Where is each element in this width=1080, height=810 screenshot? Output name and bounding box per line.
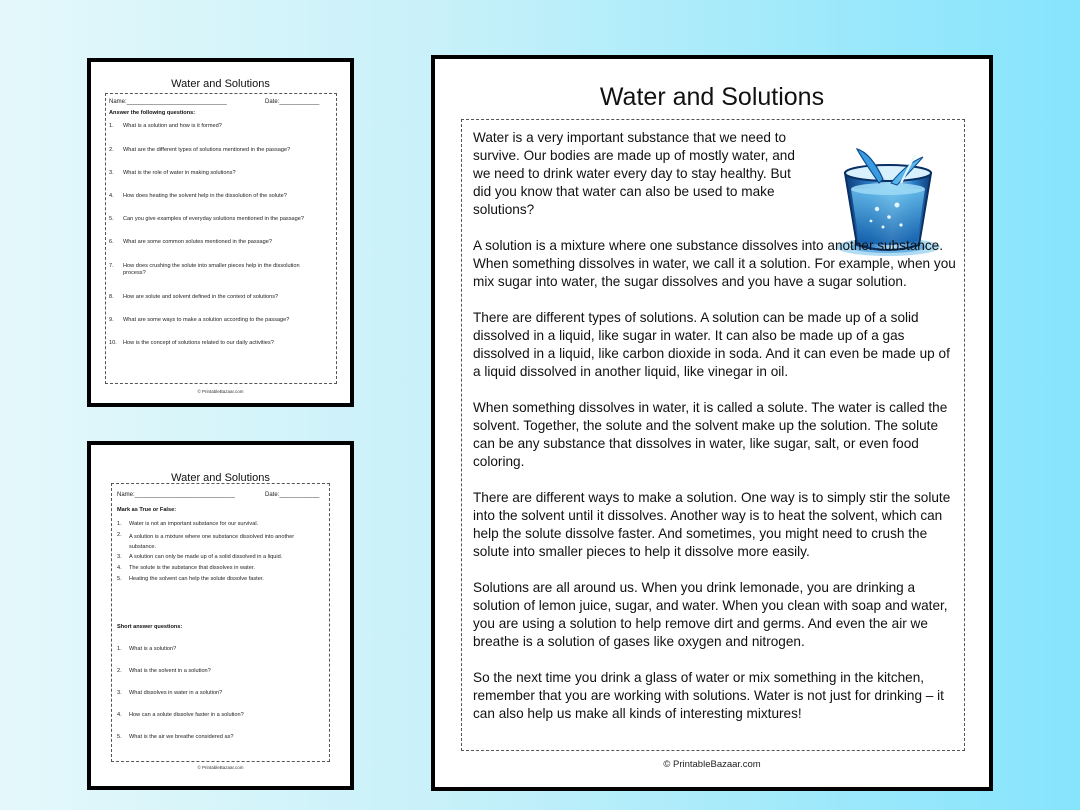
question-text: How does crushing the solute into smaller pieces help in the dissolution process?: [123, 263, 300, 276]
short-answer-number: 3.: [117, 690, 122, 696]
question-number: 2.: [109, 147, 114, 153]
question-text: What are some common solutes mentioned in the passage?: [123, 239, 272, 245]
question-number: 3.: [109, 170, 114, 176]
tf-item-number: 1.: [117, 521, 122, 527]
short-answer-number: 5.: [117, 734, 122, 740]
question-text: How does heating the solvent help in the dissolution of the solute?: [123, 193, 287, 199]
question-number: 9.: [109, 317, 114, 323]
passage-paragraph: So the next time you drink a glass of water or mix something in the kitchen, remember that you are working with solutions. Water is not just for drinking – it can also help us make all kinds of interesting mixtures!: [473, 670, 944, 721]
passage-paragraph: There are different ways to make a solution. One way is to simply stir the solute into the solvent until it dissolves. Another way is to heat the solvent, which can help the solute dissolve faster. And sometimes, you might need to crush the solute into smaller pieces to help it dissolve more easily.: [473, 490, 951, 559]
reading-passage: [473, 129, 957, 741]
question-text: What is the role of water in making solutions?: [123, 170, 236, 176]
short-answer-text: What is a solution?: [129, 646, 177, 652]
question-text: How are solute and solvent defined in the context of solutions?: [123, 294, 279, 300]
question-number: 5.: [109, 216, 114, 222]
tf-item-number: 3.: [117, 554, 122, 560]
short-answer-text: How can a solute dissolve faster in a solution?: [129, 712, 244, 718]
question-number: 6.: [109, 239, 114, 245]
tf-item-number: 4.: [117, 565, 122, 571]
tf-item-text: Water is not an important substance for our survival.: [129, 521, 259, 527]
question-number: 4.: [109, 193, 114, 199]
questions-date-field: Date:____________: [265, 99, 320, 105]
tf-sheet-footer: © PrintableBazaar.com: [197, 765, 244, 770]
question-text: What are some ways to make a solution according to the passage?: [123, 317, 290, 323]
tf-name-field: Name:______________________________: [117, 492, 235, 498]
passage-paragraph: When something dissolves in water, it is called a solute. The water is called the solvent. Together, the solute and the solvent make up the solution. The solute can be any substance that dissolves in water, like sugar, salt, or even food coloring.: [473, 400, 948, 469]
true-false-worksheet: [87, 441, 354, 790]
short-answer-heading: Short answer questions:: [117, 624, 183, 630]
question-number: 8.: [109, 294, 114, 300]
tf-item-text: The solute is the substance that dissolves in water.: [129, 565, 255, 571]
page-title: Water and Solutions: [599, 83, 825, 111]
tf-item-text: A solution is a mixture where one substance dissolved into another substance.: [129, 534, 295, 550]
passage-paragraph: Water is a very important substance that we need to survive. Our bodies are made up of mostly water, and we need to drink water every day to stay healthy. But did you know that water can also be used to make solutions?: [473, 130, 795, 217]
question-number: 1.: [109, 123, 114, 129]
tf-item-text: A solution can only be made up of a solid dissolved in a liquid.: [129, 554, 283, 560]
tf-item-text: Heating the solvent can help the solute dissolve faster.: [129, 576, 264, 582]
question-text: Can you give examples of everyday solutions mentioned in the passage?: [123, 216, 304, 222]
questions-instruction: Answer the following questions:: [109, 110, 196, 116]
questions-worksheet: [87, 58, 354, 407]
tf-item-number: 5.: [117, 576, 122, 582]
tf-heading: Mark as True or False:: [117, 507, 177, 513]
passage-paragraph: A solution is a mixture where one substance dissolves into another substance. When something dissolves in water, we call it a solution. For example, when you mix sugar into water, the sugar dissolves and you have a sugar solution.: [473, 238, 956, 289]
short-answer-number: 2.: [117, 668, 122, 674]
questions-sheet-footer: © PrintableBazaar.com: [197, 389, 244, 394]
questions-sheet-title: Water and Solutions: [171, 78, 270, 90]
passage-paragraph: Solutions are all around us. When you drink lemonade, you are drinking a solution of lemon juice, sugar, and water. When you clean with soap and water, you are using a solution to help remove dirt and germs. And even the air we breathe is a solution of gases like oxygen and nitrogen.: [473, 580, 948, 649]
questions-name-field: Name:______________________________: [109, 99, 227, 105]
question-text: What is a solution and how is it formed?: [123, 123, 222, 129]
short-answer-text: What is the air we breathe considered as?: [129, 734, 234, 740]
passage-paragraph: There are different types of solutions. A solution can be made up of a solid dissolved in a liquid, like sugar in water. It can also be made up of a gas dissolved in a liquid, like carbon dioxide in soda. And it can even be made up of a liquid dissolved in another liquid, like vinegar in oil.: [473, 310, 950, 379]
short-answer-text: What dissolves in water in a solution?: [129, 690, 223, 696]
reading-passage-page: [431, 55, 993, 791]
tf-item-number: 2.: [117, 532, 122, 538]
question-text: How is the concept of solutions related to our daily activities?: [123, 340, 274, 346]
tf-date-field: Date:____________: [265, 492, 320, 498]
page-footer: © PrintableBazaar.com: [663, 759, 761, 770]
short-answer-number: 4.: [117, 712, 122, 718]
question-text: What are the different types of solutions mentioned in the passage?: [123, 147, 291, 153]
question-number: 10.: [109, 340, 117, 346]
tf-sheet-title: Water and Solutions: [171, 472, 270, 484]
short-answer-number: 1.: [117, 646, 122, 652]
question-number: 7.: [109, 263, 114, 269]
short-answer-text: What is the solvent in a solution?: [129, 668, 211, 674]
